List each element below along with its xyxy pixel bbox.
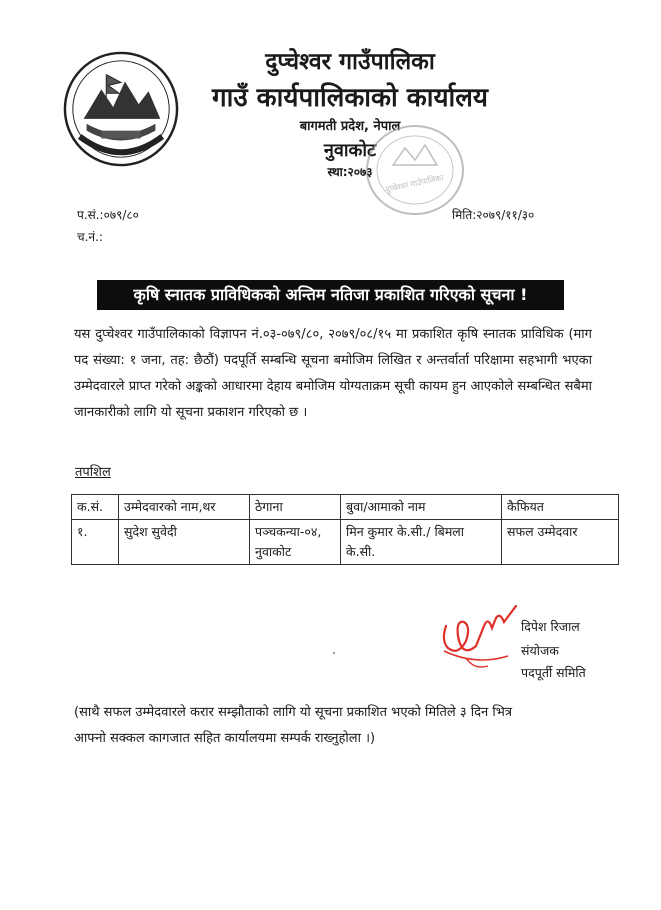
established-year: स्था:२०७३ [327, 165, 373, 179]
col-header-candidate: उम्मेदवारको नाम,थर [119, 495, 250, 520]
table-row [72, 520, 619, 565]
signatory-role: संयोजक [521, 643, 559, 658]
result-table [71, 494, 619, 565]
reference-number: प.सं.:०७९/८० [77, 208, 139, 222]
stamp-text: दुप्चेश्वर गाउँपालिका [384, 173, 445, 195]
details-heading: तपशिल [75, 465, 111, 480]
notice-title-banner: कृषि स्नातक प्राविधिकको अन्तिम नतिजा प्रकाशित गरिएको सूचना ! [97, 280, 564, 310]
province-line: बागमती प्रदेश, नेपाल [299, 119, 401, 134]
scan-speck [333, 652, 335, 654]
signatory-name: दिपेश रिजाल [521, 619, 580, 634]
notice-body-paragraph: यस दुप्चेश्वर गाउँपालिकाको विज्ञापन नं.०३-०७९/८०, २०७९/०८/१५ मा प्रकाशित कृषि स्नातक प्राविधिक (माग पद संख्या: १ जना, तह: छैठौं) पदपूर्ति सम्बन्धि सूचना बमोजिम लिखित र अन्तर्वार्ता परिक्षामा सहभागी भएका उम्मेदवारले प्राप्त गरेको अङ्कको आधारमा देहाय बमोजिम योग्यताक्रम सूची कायम हुन आएकोले सम्बन्धित सबैमा जानकारीको लागि यो सूचना प्रकाशन गरिएको छ । [74, 327, 592, 420]
cell-address: पञ्चकन्या-०४, नुवाकोट [250, 520, 341, 565]
cell-parents: मिन कुमार के.सी./ बिमला के.सी. [341, 520, 502, 565]
district-name: नुवाकोट [323, 140, 377, 161]
office-stamp-icon [355, 120, 475, 220]
notice-date: मिति:२०७९/११/३० [452, 208, 535, 222]
table-header-row [72, 495, 619, 520]
signature-icon [436, 596, 526, 676]
col-header-address: ठेगाना [250, 495, 341, 520]
signatory-committee: पदपूर्ती समिति [521, 665, 586, 680]
cell-remarks: सफल उम्मेदवार [502, 520, 619, 565]
col-header-parents: बुवा/आमाको नाम [341, 495, 502, 520]
nepal-emblem-icon [62, 50, 180, 168]
cell-serial: १. [72, 520, 119, 565]
col-header-serial: क.सं. [72, 495, 119, 520]
footer-note: (साथै सफल उम्मेदवारले करार सम्झौताको लागि यो सूचना प्रकाशित भएको मितिले ३ दिन भित्र आफ्नो सक्कल कागजात सहित कार्यालयमा सम्पर्क राख्नुहोला ।) [74, 705, 513, 746]
municipality-name: दुप्चेश्वर गाउँपालिका [265, 49, 435, 75]
office-name: गाउँ कार्यपालिकाको कार्यालय [212, 83, 488, 113]
col-header-remarks: कैफियत [502, 495, 619, 520]
chalani-number: च.नं.: [77, 230, 103, 244]
cell-candidate: सुदेश सुवेदी [119, 520, 250, 565]
